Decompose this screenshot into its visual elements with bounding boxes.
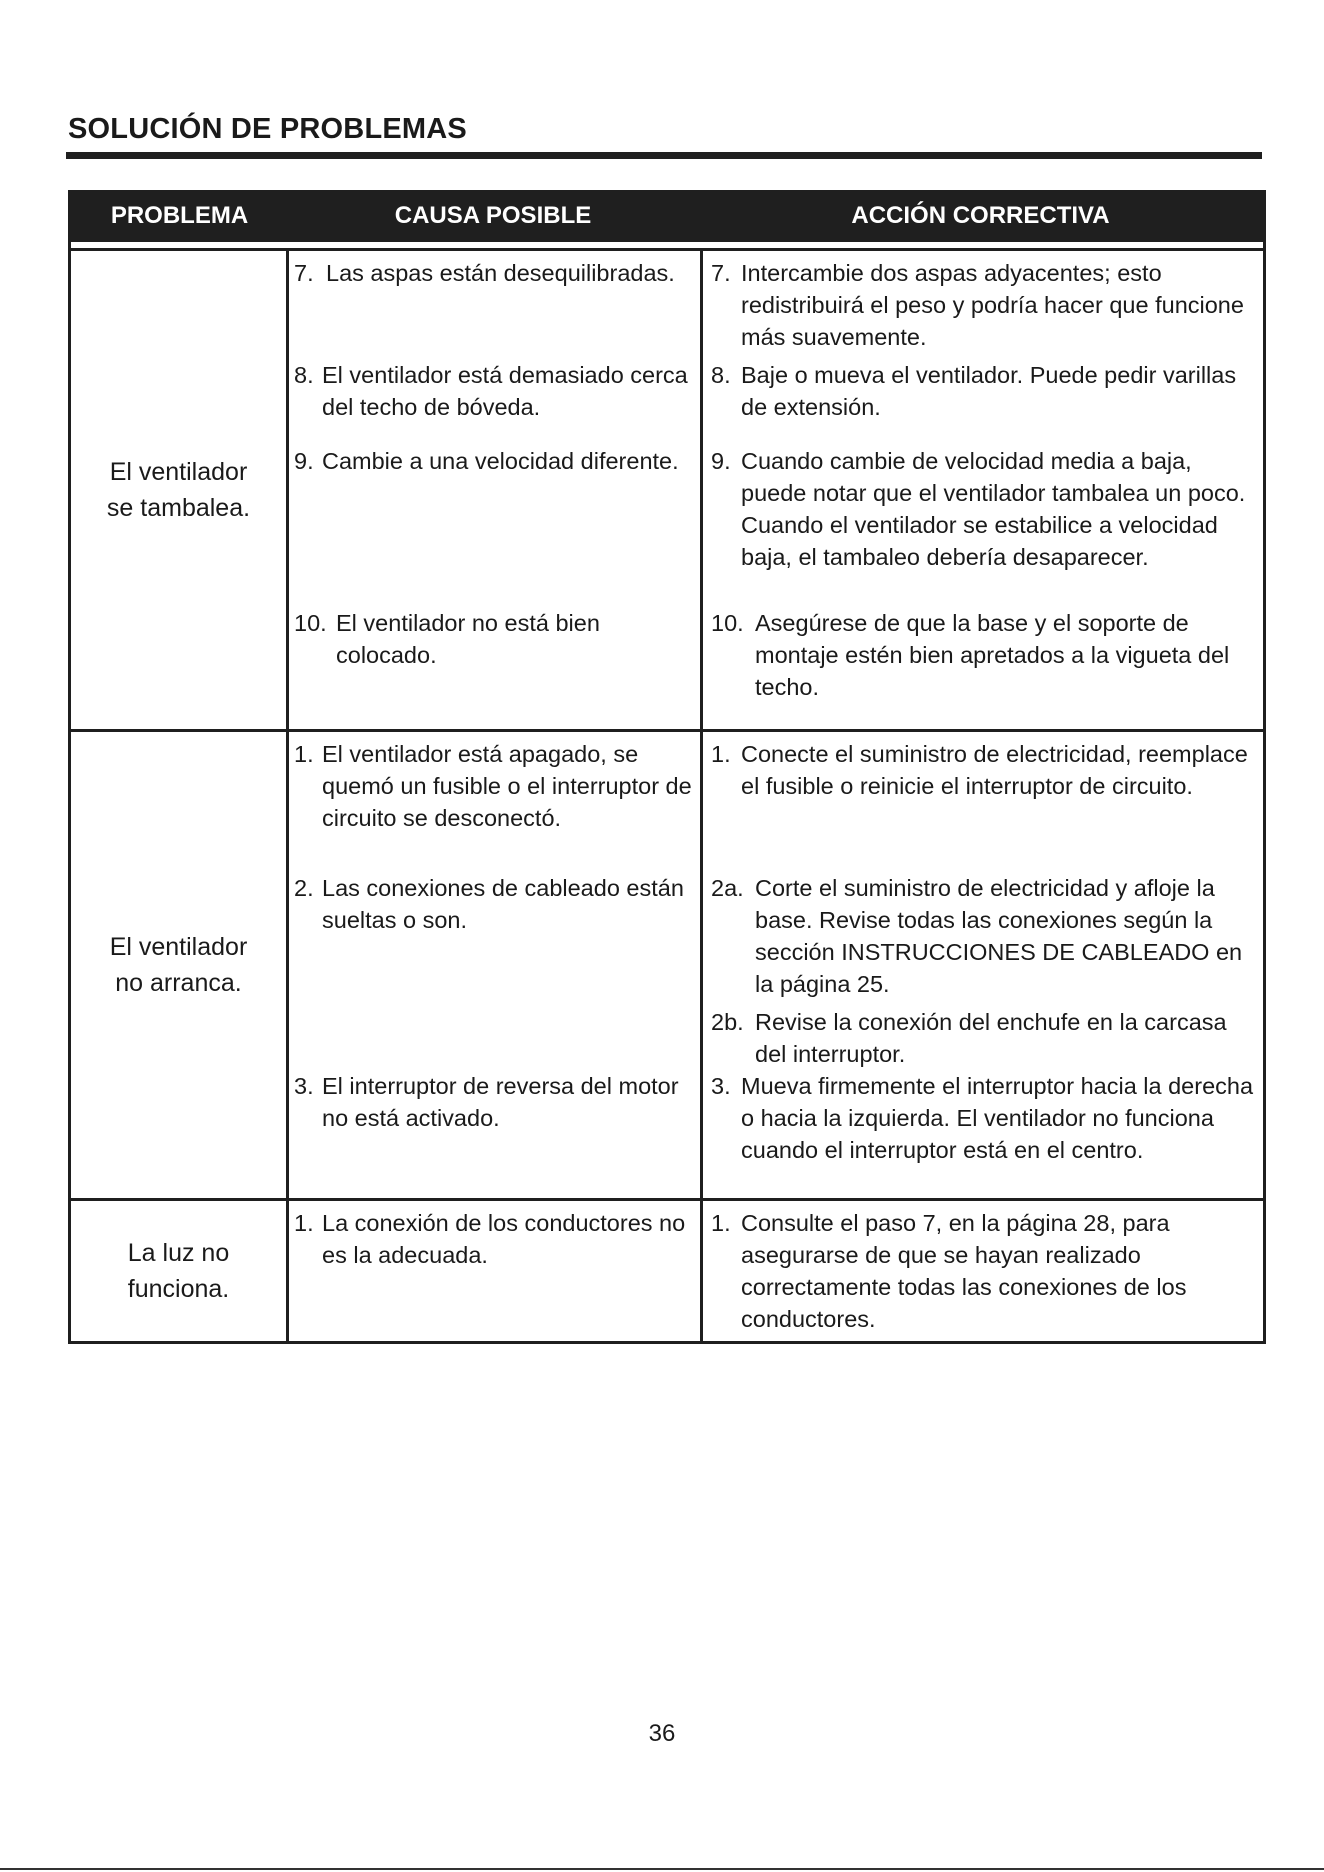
cause-number: 9. [294, 448, 314, 474]
problem-cell [71, 732, 289, 1198]
header-problem: PROBLEMA [110, 202, 249, 229]
cause-cell [289, 1201, 703, 1341]
action-text: Baje o mueva el ventilador. Puede pedir varillas de extensión. [741, 362, 1237, 420]
cause-item [294, 607, 696, 671]
action-cell [703, 251, 1263, 729]
problem-text-line: El ventilador [109, 933, 248, 961]
problem-cell [71, 1201, 289, 1341]
cause-text: Las conexiones de cableado están sueltas o son. [322, 875, 684, 933]
page-bottom-edge [0, 1868, 1324, 1870]
header-action: ACCIÓN CORRECTIVA [851, 202, 1110, 229]
action-item [711, 359, 1259, 445]
action-cell [703, 1201, 1263, 1341]
action-text: Conecte el suministro de electricidad, reemplace el fusible o reinicie el interruptor de circuito. [741, 741, 1248, 799]
header-cause: CAUSA POSIBLE [394, 202, 592, 229]
action-number: 2a. [711, 875, 744, 901]
cause-item [294, 359, 696, 445]
action-item [711, 872, 1259, 1006]
action-number: 1. [711, 741, 731, 767]
cause-number: 1. [294, 1210, 314, 1236]
action-text: Asegúrese de que la base y el soporte de montaje estén bien apretados a la vigueta del techo. [755, 610, 1230, 700]
cause-item [294, 445, 696, 607]
cause-number: 3. [294, 1073, 314, 1099]
cause-text: El ventilador está apagado, se quemó un fusible o el interruptor de circuito se desconectó. [322, 741, 692, 831]
action-text: Cuando cambie de velocidad media a baja, puede notar que el ventilador tambalea un poco. Cuando el ventilador se estabilice a velocidad baja, el tambaleo debería desaparecer. [741, 448, 1246, 570]
cause-text: Las aspas están desequilibradas. [326, 260, 675, 286]
cause-text: El ventilador está demasiado cerca del techo de bóveda. [322, 362, 688, 420]
cause-number: 1. [294, 741, 314, 767]
page-title: SOLUCIÓN DE PROBLEMAS [68, 113, 467, 145]
cause-text: El ventilador no está bien colocado. [336, 610, 600, 668]
problem-cell [71, 251, 289, 729]
action-number: 2b. [711, 1009, 744, 1035]
action-text: Intercambie dos aspas adyacentes; esto redistribuirá el peso y podría hacer que funcione más suavemente. [741, 260, 1244, 350]
cause-number: 8. [294, 362, 314, 388]
cause-item [294, 257, 696, 359]
action-text: Consulte el paso 7, en la página 28, para asegurarse de que se hayan realizado correctamente todas las conexiones de los conductores. [741, 1210, 1187, 1332]
cause-cell [289, 251, 703, 729]
title-underline [66, 152, 1262, 159]
cause-item [294, 872, 696, 1070]
table-body [71, 251, 1263, 1341]
table-header [71, 190, 1263, 248]
cause-number: 10. [294, 610, 327, 636]
troubleshooting-table [68, 190, 1266, 1344]
action-number: 7. [711, 260, 731, 286]
action-item [711, 1207, 1259, 1335]
action-item [711, 738, 1259, 872]
problem-text-line: se tambalea. [106, 494, 251, 522]
page-number: 36 [648, 1720, 676, 1747]
action-item [711, 1006, 1259, 1070]
problem-text-line: funciona. [127, 1275, 230, 1303]
action-number: 3. [711, 1073, 731, 1099]
action-item [711, 257, 1259, 359]
table-row [71, 729, 1263, 1198]
action-number: 1. [711, 1210, 731, 1236]
cause-item [294, 1207, 696, 1271]
action-number: 10. [711, 610, 744, 636]
action-number: 8. [711, 362, 731, 388]
table-row [71, 1198, 1263, 1341]
problem-text-line: La luz no [127, 1239, 230, 1267]
action-item [711, 607, 1259, 703]
action-item [711, 445, 1259, 607]
table-row [71, 251, 1263, 729]
problem-text-line: no arranca. [115, 969, 242, 997]
action-cell [703, 732, 1263, 1198]
cause-item [294, 738, 696, 872]
action-item [711, 1070, 1259, 1166]
cause-text: El interruptor de reversa del motor no está activado. [322, 1073, 679, 1131]
cause-number: 2. [294, 875, 314, 901]
cause-item [294, 1070, 696, 1134]
action-text: Revise la conexión del enchufe en la carcasa del interruptor. [755, 1009, 1227, 1067]
action-text: Corte el suministro de electricidad y afloje la base. Revise todas las conexiones según la sección INSTRUCCIONES DE CABLEADO en la página 25. [755, 875, 1243, 997]
problem-text-line: El ventilador [109, 458, 248, 486]
cause-text: Cambie a una velocidad diferente. [322, 448, 679, 474]
action-number: 9. [711, 448, 731, 474]
cause-cell [289, 732, 703, 1198]
action-text: Mueva firmemente el interruptor hacia la derecha o hacia la izquierda. El ventilador no funciona cuando el interruptor está en el centro. [741, 1073, 1254, 1163]
cause-text: La conexión de los conductores no es la adecuada. [322, 1210, 686, 1268]
cause-number: 7. [294, 260, 314, 286]
